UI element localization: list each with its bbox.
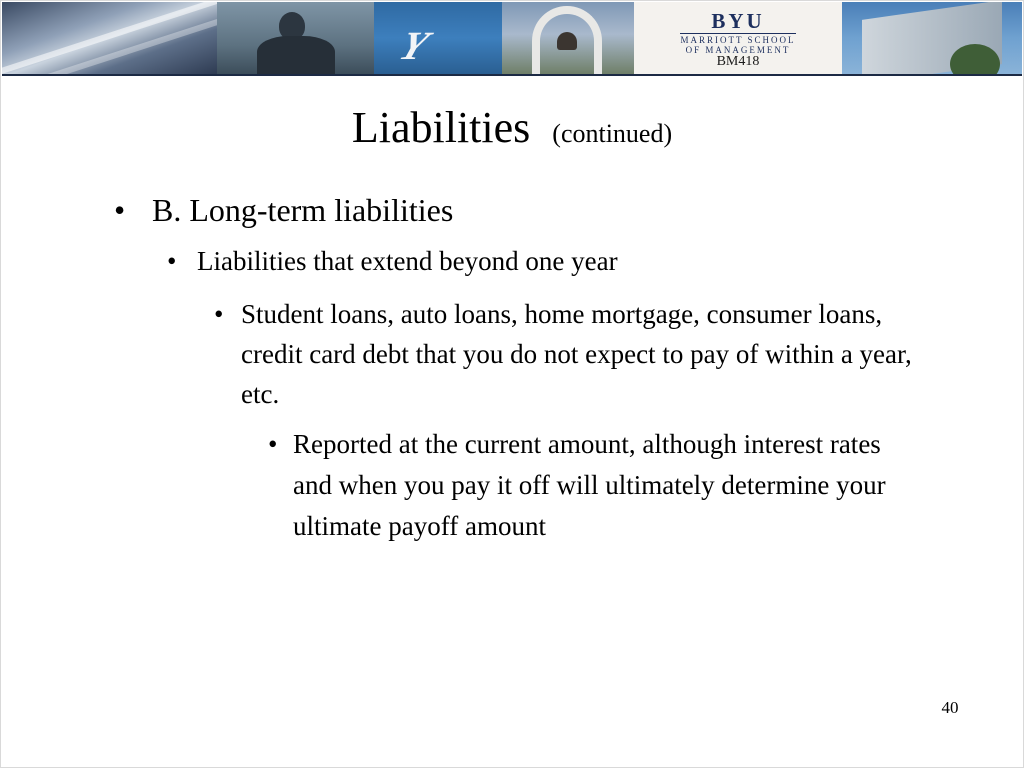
- byu-marriott-logo: [634, 2, 842, 74]
- bullet-dot: •: [114, 192, 126, 228]
- banner-photo-building: [2, 2, 217, 74]
- school-name: MARRIOTT SCHOOL OF MANAGEMENT: [680, 35, 796, 55]
- bullet-item: [214, 294, 914, 414]
- banner-photo-statue: [217, 2, 374, 74]
- bullet-text: Student loans, auto loans, home mortgage, consumer loans, credit card debt that you do not expect to pay of within a year, etc.: [241, 299, 912, 409]
- banner-photo-y-mountain: Y: [374, 2, 502, 74]
- bullet-item: [268, 424, 888, 547]
- bullet-item: [114, 188, 453, 232]
- title-suffix: (continued): [552, 119, 673, 148]
- title-main: Liabilities: [351, 103, 531, 152]
- course-code: BM418: [716, 54, 760, 69]
- byu-logo-text: BYU: [711, 9, 765, 33]
- header-banner: [2, 2, 1022, 76]
- slide-title: [0, 102, 1024, 153]
- page-number: 40: [941, 698, 959, 717]
- bullet-dot: •: [214, 299, 224, 329]
- banner-photo-bell-arch: [502, 2, 634, 74]
- bullet-dot: •: [268, 429, 278, 459]
- banner-photo-sky: [842, 2, 1022, 74]
- bullet-text: Reported at the current amount, although interest rates and when you pay it off will ultimately determine your ultimate payoff amount: [293, 429, 886, 541]
- bullet-dot: •: [167, 246, 177, 276]
- bullet-text: Liabilities that extend beyond one year: [197, 246, 618, 276]
- bullet-text: B. Long-term liabilities: [152, 192, 454, 228]
- bullet-item: [167, 244, 618, 278]
